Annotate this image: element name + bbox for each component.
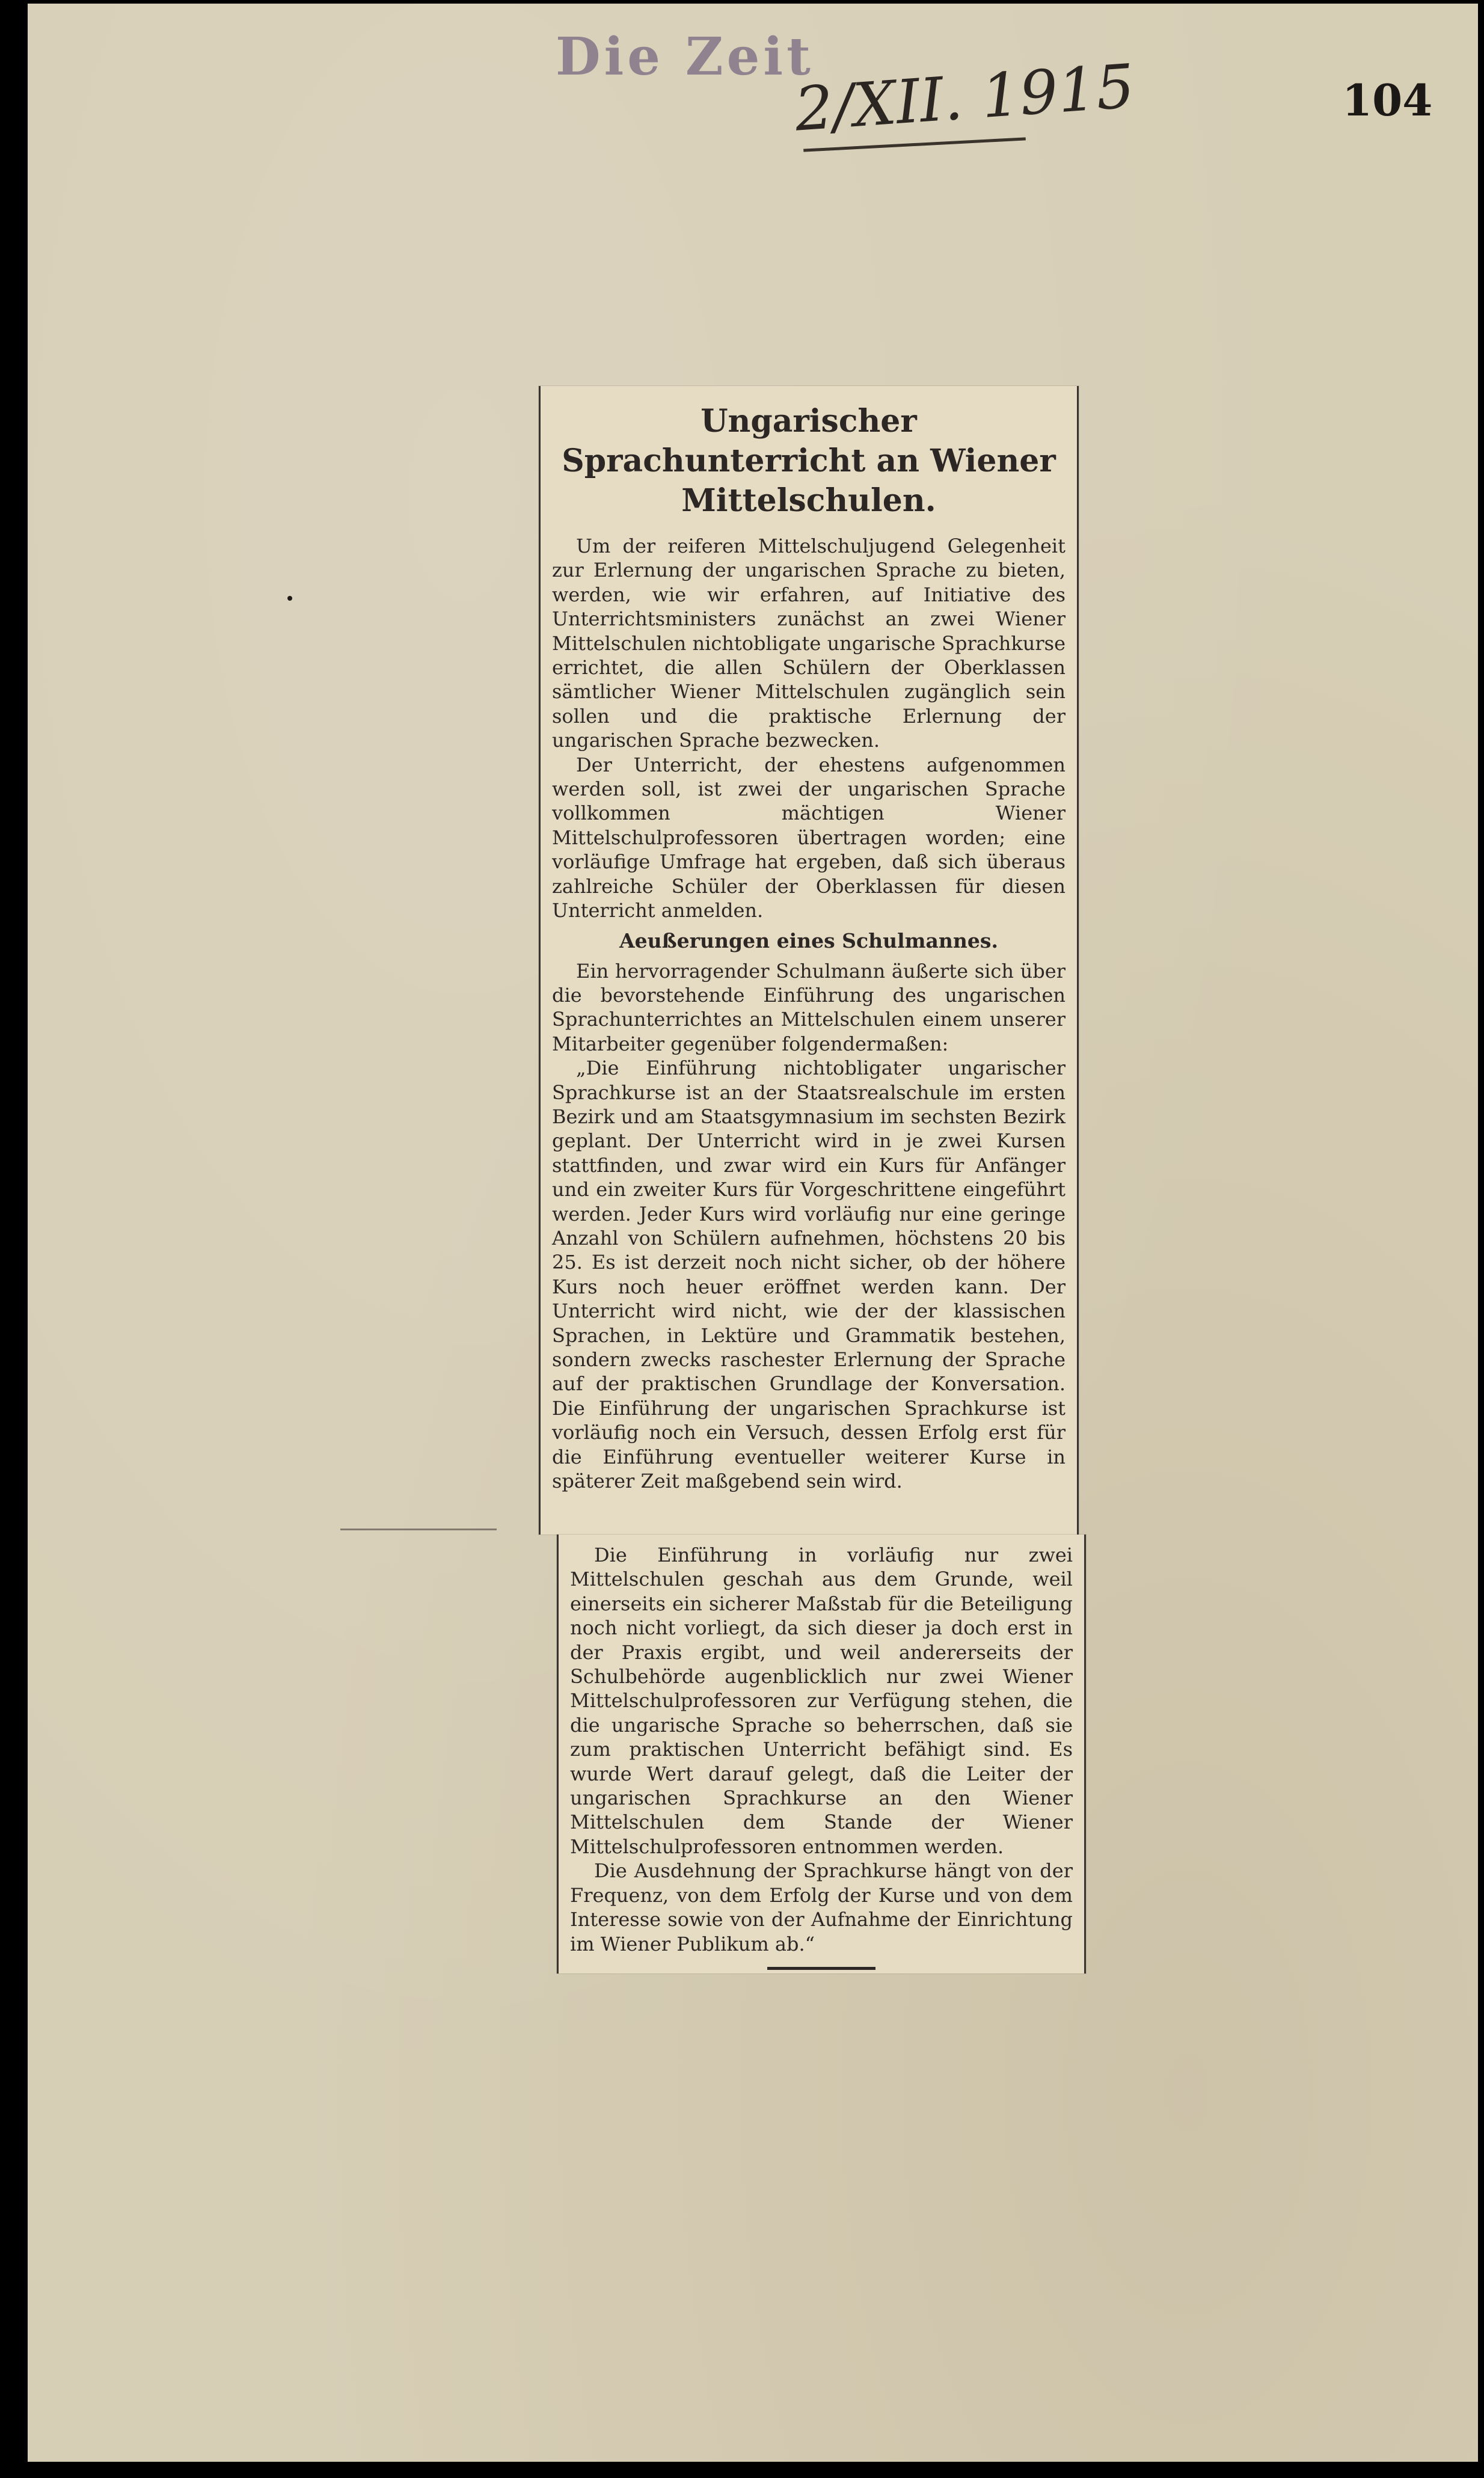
article-paragraph: Um der reiferen Mittelschuljugend Gelegenheit zur Erlernung der ungarischen Sprache zu bieten, werden, wie wir erfahren, auf Initiative des Unterrichtsministers zunächst an zwei Wiener Mittelschulen nichtobligate ungarische Sprachkurse errichtet, die allen Schülern der Oberklassen sämtlicher Wiener Mittelschulen zugänglich sein sollen und die praktische Erlernung der ungarischen Sprache bezwecken. xyxy=(552,535,1065,752)
column-rule-left xyxy=(539,386,541,1535)
column-rule-right xyxy=(1084,1535,1086,1974)
article-paragraph: Die Ausdehnung der Sprachkurse hängt von der Frequenz, von dem Erfolg der Kurse und von dem Interesse sowie von der Aufnahme der Einrichtung im Wiener Publikum ab.“ xyxy=(570,1859,1073,1955)
newspaper-stamp: Die Zeit xyxy=(556,26,814,87)
article-paragraph: Die Einführung in vorläufig nur zwei Mittelschulen geschah aus dem Grunde, weil einerseits ein sicherer Maßstab für die Beteiligung noch nicht vorliegt, da sich dieser ja doch erst in der Praxis ergibt, und weil andererseits der Schulbehörde augenblicklich nur zwei Wiener Mittelschulprofessoren zur Verfügung stehen, die die ungarische Sprache so beherrschen, daß sie zum praktischen Unterricht befähigt sind. Es wurde Wert darauf gelegt, daß die Leiter der ungarischen Sprachkurse an den Wiener Mittelschulen dem Stande der Wiener Mittelschulprofessoren entnommen werden. xyxy=(570,1544,1073,1858)
article-column-lower xyxy=(570,1543,1073,1970)
speck xyxy=(287,596,292,601)
article-quote-paragraph: „Die Einführung nichtobligater ungarischer Sprachkurse ist an der Staatsrealschule im ersten Bezirk und am Staatsgymnasium im sechsten Bezirk geplant. Der Unterricht wird in je zwei Kursen stattfinden, und zwar wird ein Kurs für Anfänger und ein zweiter Kurs für Vorgeschrittene eingeführt werden. Jeder Kurs wird vorläufig nur eine geringe Anzahl von Schülern aufnehmen, höchstens 20 bis 25. Es ist derzeit noch nicht sicher, ob der höhere Kurs noch heuer eröffnet werden kann. Der Unterricht wird nicht, wie der der klassischen Sprachen, in Lektüre und Grammatik bestehen, sondern zwecks raschester Erlernung der Sprache auf der praktischen Grundlage der Konversation. Die Einführung der ungarischen Sprachkurse ist vorläufig noch ein Versuch, dessen Erfolg erst für die Einführung eventueller weiterer Kurse in späterer Zeit maßgebend sein wird. xyxy=(552,1057,1065,1493)
article-end-rule xyxy=(767,1967,875,1970)
page-number: 104 xyxy=(1342,75,1433,126)
archive-sheet xyxy=(28,4,1478,2462)
clipping-lower xyxy=(557,1535,1086,1974)
article-paragraph: Ein hervorragender Schulmann äußerte sich über die bevorstehende Einführung des ungarischen Sprachunterrichtes an Mittelschulen einem unserer Mitarbeiter gegenüber folgendermaßen: xyxy=(552,959,1065,1055)
clipping-upper xyxy=(539,386,1079,1535)
article-paragraph: Der Unterricht, der ehestens aufgenommen werden soll, ist zwei der ungarischen Sprache vollkommen mächtigen Wiener Mittelschulprofessoren übertragen worden; eine vorläufige Umfrage hat ergeben, daß sich überaus zahlreiche Schüler der Oberklassen für diesen Unterricht anmelden. xyxy=(552,753,1065,922)
column-rule-right xyxy=(1077,386,1079,1535)
handwritten-date: 2/XII. 1915 xyxy=(793,51,1137,145)
column-rule-left xyxy=(557,1535,559,1974)
article-subheading: Aeußerungen eines Schulmannes. xyxy=(619,928,998,952)
clipping-join-rule xyxy=(340,1529,497,1530)
article-headline: Ungarischer Sprachunterricht an Wiener Mittelschulen. xyxy=(562,403,1056,519)
article-column-upper xyxy=(552,386,1065,1493)
